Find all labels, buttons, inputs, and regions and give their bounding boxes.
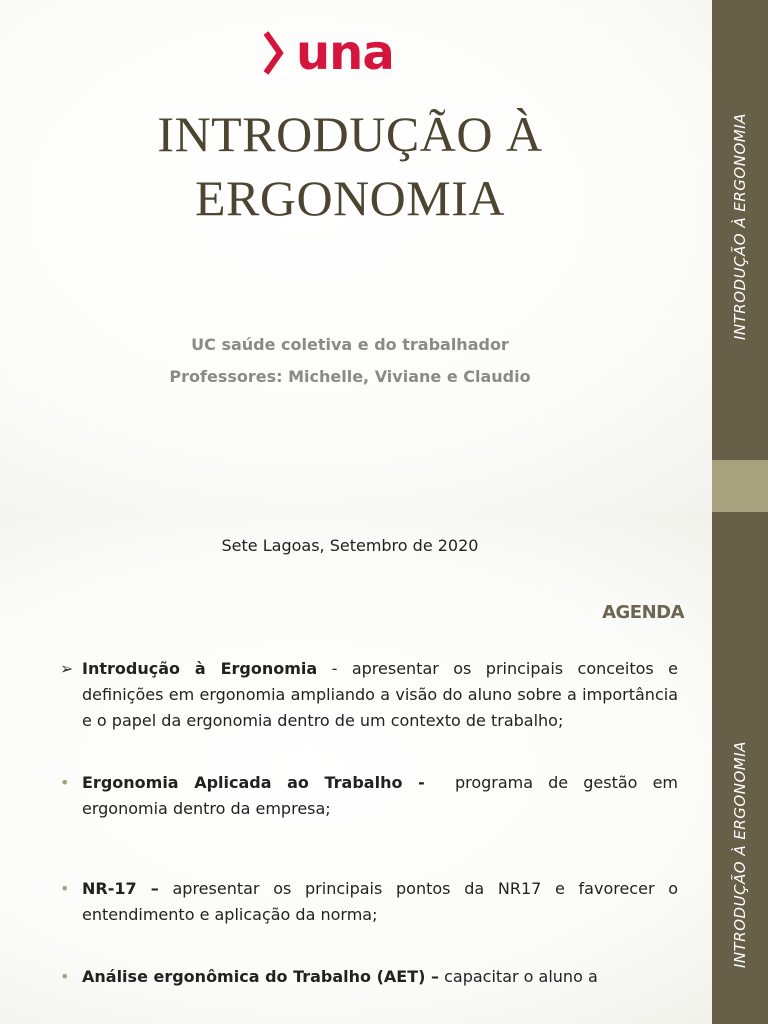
side-band-label: INTRODUÇÃO À ERGONOMIA: [731, 113, 749, 340]
list-item: [60, 770, 684, 822]
professors: Professores: Michelle, Viviane e Claudio: [169, 367, 531, 386]
item-title: Ergonomia Aplicada ao Trabalho -: [82, 773, 425, 792]
dot-bullet-icon: •: [60, 967, 70, 986]
item-text: apresentar os principais pontos da NR17 e favorecer o entendimento e aplicação da norma;: [82, 879, 678, 924]
title-line: INTRODUÇÃO À: [157, 106, 543, 162]
side-band: [712, 512, 768, 1024]
item-title: NR-17 –: [82, 879, 159, 898]
place-date: Sete Lagoas, Setembro de 2020: [221, 536, 479, 555]
list-item: [60, 876, 678, 928]
list-item: [60, 964, 678, 990]
item-title: Introdução à Ergonomia: [82, 659, 318, 678]
chevron-icon: [262, 31, 292, 75]
subtitle: [60, 329, 640, 393]
item-text: - apresentar os principais conceitos e definições em ergonomia ampliando a visão do aluno sobre a importância e o papel da ergonomia dentro de um contexto de trabalho;: [82, 659, 678, 730]
title-line: ERGONOMIA: [194, 170, 506, 226]
logo-text: una: [296, 25, 394, 81]
dot-bullet-icon: •: [60, 879, 70, 898]
dot-bullet-icon: •: [60, 773, 70, 792]
side-band: [712, 0, 768, 512]
una-logo: [262, 27, 412, 79]
page-title: [60, 102, 640, 230]
arrow-bullet-icon: ➢: [60, 659, 74, 678]
side-accent: [712, 460, 768, 512]
agenda-heading: AGENDA: [602, 602, 684, 623]
list-item: [60, 656, 678, 734]
item-text: programa de gestão em ergonomia dentro da empresa;: [82, 773, 684, 818]
side-band-label: INTRODUÇÃO À ERGONOMIA: [731, 741, 749, 968]
item-title: Análise ergonômica do Trabalho (AET) –: [82, 967, 440, 986]
course-name: UC saúde coletiva e do trabalhador: [191, 335, 509, 354]
agenda-list: [60, 656, 684, 990]
item-text: capacitar o aluno a: [439, 967, 598, 986]
slide-agenda: [0, 512, 768, 1024]
